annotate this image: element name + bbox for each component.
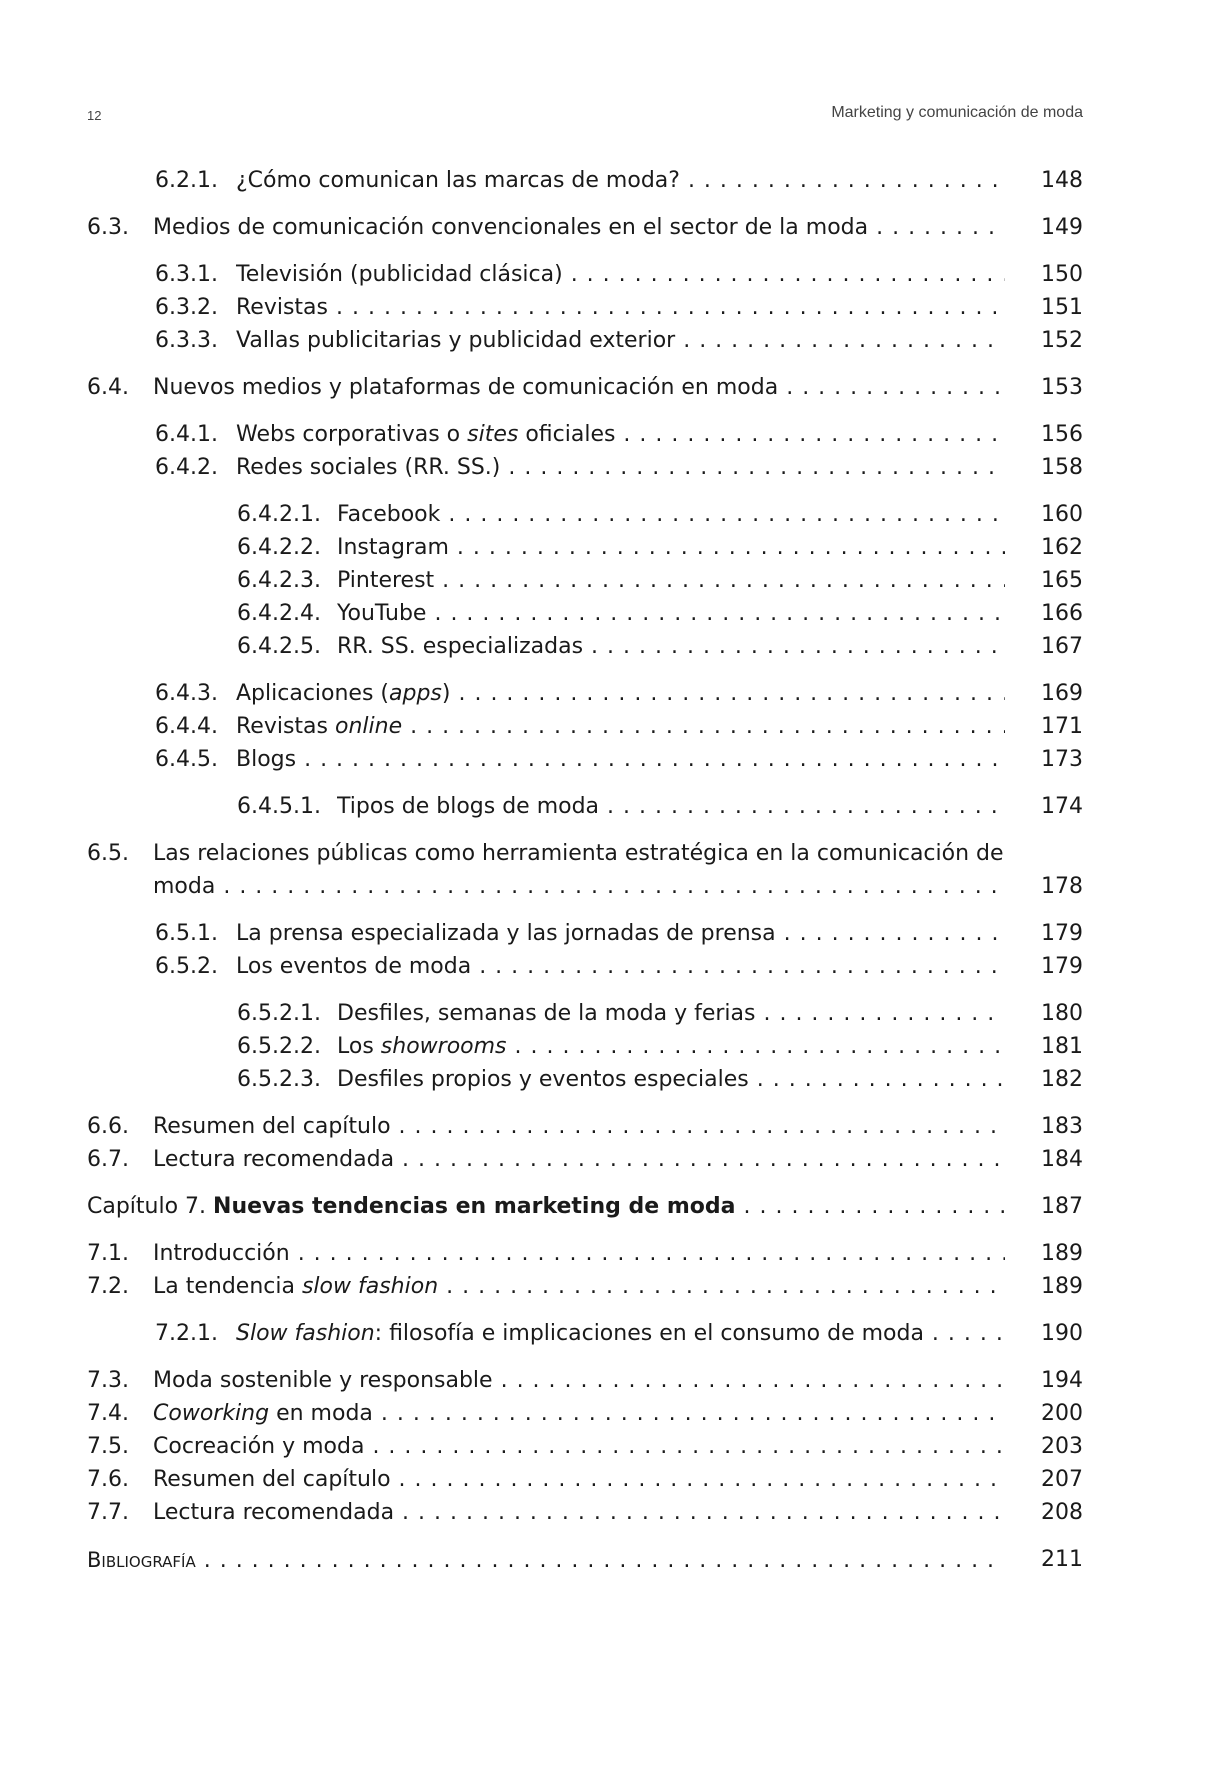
toc-entry-number: 7.3. — [87, 1368, 129, 1393]
toc-entry-title: La prensa especializada y las jornadas de prensa — [236, 921, 776, 946]
toc-entry-title: Introducción — [153, 1241, 290, 1266]
toc-entry-title: Revistas — [236, 295, 328, 320]
toc-entry-number: 6.4.5.1. — [237, 794, 321, 819]
toc-entry-number: 7.5. — [87, 1434, 129, 1459]
toc-entry-page: 184 — [1041, 1147, 1083, 1172]
toc-entry-page: 189 — [1041, 1241, 1083, 1266]
toc-entry-page: 173 — [1041, 747, 1083, 772]
running-title: Marketing y comunicación de moda — [831, 104, 1083, 121]
toc-entry-title: Blogs — [236, 747, 297, 772]
toc-entry-page: 179 — [1041, 921, 1083, 946]
toc-entry — [87, 533, 1083, 566]
toc-entry — [87, 166, 1083, 199]
toc-entry-title: Resumen del capítulo — [153, 1114, 391, 1139]
toc-entry — [87, 1032, 1083, 1065]
toc-entry-title: ¿Cómo comunican las marcas de moda? — [236, 168, 680, 193]
page-number: 12 — [87, 108, 102, 123]
toc-entry — [87, 260, 1083, 293]
toc-entry-number: 7.6. — [87, 1467, 129, 1492]
toc-entry — [87, 839, 1083, 905]
toc-entry-number: 6.6. — [87, 1114, 129, 1139]
toc-entry-number: 6.4.4. — [155, 714, 218, 739]
toc-entry-title: YouTube — [337, 601, 427, 626]
toc-entry-number: 6.4.2.2. — [237, 535, 321, 560]
toc-entry — [87, 1112, 1083, 1145]
toc-entry-page: 158 — [1041, 455, 1083, 480]
toc-entry — [87, 712, 1083, 745]
toc-chapter-heading — [87, 1192, 1083, 1225]
toc-entry — [87, 632, 1083, 665]
toc-entry-number: 6.5.2. — [155, 954, 218, 979]
toc-entry-number: 6.4.2.1. — [237, 502, 321, 527]
toc-entry-number: 6.4.2. — [155, 455, 218, 480]
toc-entry — [87, 1319, 1083, 1352]
toc-entry-title: Instagram — [337, 535, 449, 560]
toc-entry — [87, 1065, 1083, 1098]
toc-entry-title: La tendencia slow fashion — [153, 1274, 439, 1299]
toc-entry — [87, 373, 1083, 406]
toc-entry-title: Cocreación y moda — [153, 1434, 365, 1459]
toc-entry-title: Lectura recomendada — [153, 1147, 395, 1172]
toc-entry-page: 211 — [1041, 1547, 1083, 1572]
toc-entry-title: Televisión (publicidad clásica) — [236, 262, 563, 287]
toc-entry-number: 7.2. — [87, 1274, 129, 1299]
toc-entry-page: 178 — [1041, 874, 1083, 899]
toc-entry-title: Moda sostenible y responsable — [153, 1368, 493, 1393]
toc-entry-number: 6.3.3. — [155, 328, 218, 353]
toc-entry-page: 174 — [1041, 794, 1083, 819]
toc-entry-title: Tipos de blogs de moda — [337, 794, 600, 819]
toc-entry-number: 6.5.2.3. — [237, 1067, 321, 1092]
toc-entry-number: 6.4.1. — [155, 422, 218, 447]
toc-entry-page: 180 — [1041, 1001, 1083, 1026]
toc-entry — [87, 999, 1083, 1032]
toc-entry-title: Aplicaciones (apps) — [236, 681, 451, 706]
toc-entry — [87, 792, 1083, 825]
toc-entry-title: Los eventos de moda — [236, 954, 472, 979]
toc-entry-page: 160 — [1041, 502, 1083, 527]
toc-entry-title: Medios de comunicación convencionales en el sector de la moda — [153, 215, 869, 240]
toc-entry-title: Nuevos medios y plataformas de comunicación en moda — [153, 375, 779, 400]
toc-entry — [87, 952, 1083, 985]
toc-entry — [87, 500, 1083, 533]
toc-entry-number: 6.5. — [87, 841, 129, 866]
toc-entry-number: 6.7. — [87, 1147, 129, 1172]
toc-entry-page: 165 — [1041, 568, 1083, 593]
toc-entry-number: 7.2.1. — [155, 1321, 218, 1346]
toc-entry-title: Lectura recomendada — [153, 1500, 395, 1525]
table-of-contents — [87, 166, 1083, 1578]
toc-entry-title: Revistas online — [236, 714, 403, 739]
toc-entry — [87, 1498, 1083, 1531]
toc-entry-title: Slow fashion: filosofía e implicaciones en el consumo de moda — [236, 1321, 924, 1346]
toc-entry-title: Resumen del capítulo — [153, 1467, 391, 1492]
toc-entry — [87, 420, 1083, 453]
toc-entry-number: 7.4. — [87, 1401, 129, 1426]
toc-entry — [87, 213, 1083, 246]
toc-entry-number: 6.3.1. — [155, 262, 218, 287]
toc-entry-title: Coworking en moda — [153, 1401, 373, 1426]
chapter-title: Nuevas tendencias en marketing de moda — [213, 1194, 736, 1219]
toc-entry — [87, 1366, 1083, 1399]
toc-entry-number: 6.5.2.2. — [237, 1034, 321, 1059]
toc-entry-title: Los showrooms — [337, 1034, 507, 1059]
toc-entry-number: 6.4.2.4. — [237, 601, 321, 626]
toc-entry-title: Facebook — [337, 502, 441, 527]
toc-entry — [87, 1465, 1083, 1498]
toc-entry-page: 190 — [1041, 1321, 1083, 1346]
toc-bibliography — [87, 1545, 1083, 1578]
toc-entry — [87, 919, 1083, 952]
toc-entry-page: 153 — [1041, 375, 1083, 400]
toc-entry-title: Redes sociales (RR. SS.) — [236, 455, 501, 480]
toc-entry-number: 6.2.1. — [155, 168, 218, 193]
toc-entry-title-line1: Las relaciones públicas como herramienta estratégica en la comunicación de — [153, 841, 1004, 866]
toc-entry-page: 183 — [1041, 1114, 1083, 1139]
toc-entry-page: 203 — [1041, 1434, 1083, 1459]
toc-entry-number: 6.3.2. — [155, 295, 218, 320]
toc-entry-number: 6.5.2.1. — [237, 1001, 321, 1026]
toc-entry-page: 152 — [1041, 328, 1083, 353]
toc-entry-number: 6.4.3. — [155, 681, 218, 706]
chapter-label: Capítulo 7. — [87, 1194, 207, 1219]
toc-entry-page: 179 — [1041, 954, 1083, 979]
toc-entry-title: Desfiles, semanas de la moda y ferias — [337, 1001, 756, 1026]
toc-entry-page: 189 — [1041, 1274, 1083, 1299]
toc-entry-number: 6.4. — [87, 375, 129, 400]
toc-entry-page: 207 — [1041, 1467, 1083, 1492]
toc-entry-page: 181 — [1041, 1034, 1083, 1059]
toc-entry-page: 148 — [1041, 168, 1083, 193]
toc-entry-number: 7.7. — [87, 1500, 129, 1525]
toc-entry-page: 149 — [1041, 215, 1083, 240]
toc-entry-title: moda — [153, 874, 216, 899]
toc-entry-number: 6.4.2.3. — [237, 568, 321, 593]
toc-entry — [87, 1399, 1083, 1432]
toc-entry-number: 6.4.2.5. — [237, 634, 321, 659]
toc-entry-title: Desfiles propios y eventos especiales — [337, 1067, 749, 1092]
toc-entry — [87, 745, 1083, 778]
toc-entry — [87, 1239, 1083, 1272]
toc-entry — [87, 1272, 1083, 1305]
toc-entry-page: 182 — [1041, 1067, 1083, 1092]
toc-entry-number: 6.4.5. — [155, 747, 218, 772]
toc-entry — [87, 1145, 1083, 1178]
toc-entry-number: 7.1. — [87, 1241, 129, 1266]
toc-entry-page: 150 — [1041, 262, 1083, 287]
toc-entry-page: 187 — [1041, 1194, 1083, 1219]
toc-entry-title: Webs corporativas o sites oficiales — [236, 422, 616, 447]
toc-entry — [87, 599, 1083, 632]
toc-entry — [87, 679, 1083, 712]
toc-entry-page: 151 — [1041, 295, 1083, 320]
toc-entry-page: 171 — [1041, 714, 1083, 739]
toc-entry-title: Pinterest — [337, 568, 435, 593]
toc-entry-page: 166 — [1041, 601, 1083, 626]
toc-entry-page: 156 — [1041, 422, 1083, 447]
toc-entry — [87, 293, 1083, 326]
toc-entry — [87, 453, 1083, 486]
toc-entry-page: 162 — [1041, 535, 1083, 560]
toc-entry-number: 6.3. — [87, 215, 129, 240]
running-header — [87, 104, 1083, 128]
toc-entry — [87, 566, 1083, 599]
toc-entry — [87, 326, 1083, 359]
bibliography-title: Bibliografía — [87, 1548, 196, 1572]
toc-entry-page: 200 — [1041, 1401, 1083, 1426]
toc-entry — [87, 1432, 1083, 1465]
toc-entry-page: 208 — [1041, 1500, 1083, 1525]
toc-entry-page: 194 — [1041, 1368, 1083, 1393]
toc-entry-title: RR. SS. especializadas — [337, 634, 584, 659]
toc-entry-page: 169 — [1041, 681, 1083, 706]
toc-entry-page: 167 — [1041, 634, 1083, 659]
toc-entry-number: 6.5.1. — [155, 921, 218, 946]
toc-entry-title: Vallas publicitarias y publicidad exterior — [236, 328, 676, 353]
